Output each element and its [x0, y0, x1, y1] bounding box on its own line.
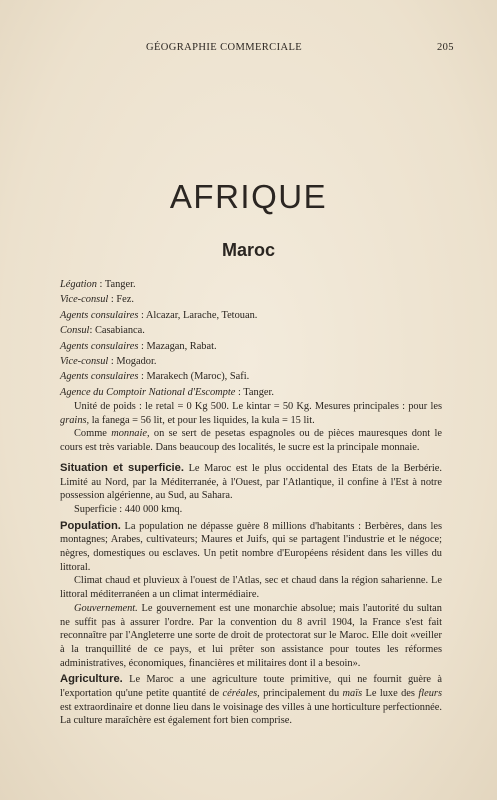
- paragraph-climat: Climat chaud et pluvieux à l'ouest de l'Atlas, sec et chaud dans la région saharienne. Le littoral méditerranéen a un climat intermédiaire.: [60, 575, 442, 601]
- section-heading: Situation et superficie.: [60, 461, 184, 474]
- text-run: principalement du: [259, 688, 343, 700]
- paragraph-money: [60, 427, 442, 454]
- official-label: Agents consulaires: [60, 309, 139, 321]
- running-title: GÉOGRAPHIE COMMERCIALE: [146, 42, 303, 53]
- official-label: Vice-consul: [60, 356, 109, 368]
- italic-run: Gouvernement.: [74, 602, 138, 614]
- text-run: la fanega = 56 lit, et pour les liquides, la kula = 15 lit.: [89, 414, 315, 426]
- text-run: est extraordinaire et donne lieu dans le voisinage des villes à une horticulture perfectionnée. La culture maraîchère est également fort bien comprise.: [60, 701, 443, 727]
- text-run: on se sert de pesetas espagnoles ou de pièces mauresques dont le cours est très variable. Dans beaucoup des localités, le sucre est la principale monnaie.: [60, 428, 442, 454]
- chapter-title: AFRIQUE: [169, 178, 328, 215]
- official-row: [60, 323, 460, 338]
- official-label: Agence du Comptoir National d'Escompte: [60, 386, 236, 398]
- official-value: : Fez.: [108, 294, 134, 306]
- paragraph-agriculture: [60, 673, 442, 728]
- official-row: [60, 369, 460, 384]
- paragraph-gouvernement: [60, 602, 442, 671]
- official-label: Consul: [60, 325, 90, 337]
- paragraph-units: [60, 400, 442, 427]
- official-value: : Mazagan, Rabat.: [138, 340, 217, 352]
- italic-run: grains,: [60, 414, 90, 426]
- official-value: : Alcazar, Larache, Tetouan.: [138, 309, 258, 321]
- paragraph-situation: [60, 462, 442, 503]
- official-row: [60, 277, 460, 292]
- official-row: [60, 339, 460, 354]
- italic-run: monnaie,: [111, 428, 150, 440]
- official-row: [60, 385, 460, 400]
- official-value: : Marakech (Maroc), Safi.: [138, 371, 250, 383]
- text-run: Comme: [74, 428, 112, 440]
- paragraph-superficie: Superficie : 440 000 kmq.: [74, 503, 183, 515]
- text-run: Le Maroc est le plus occidental des Etats de la Berbérie. Limité au Nord, par la Méditerranée, à l'Ouest, par l'Atlantique, il confine à l'Est à notre possession algérienne, au Sud, au Sahara.: [60, 462, 442, 502]
- page-number: 205: [437, 42, 454, 53]
- official-label: Légation: [60, 279, 97, 290]
- official-label: Vice-consul: [60, 294, 109, 306]
- section-heading: Agriculture.: [60, 673, 123, 686]
- running-header: [0, 42, 497, 56]
- section-heading: Population.: [60, 519, 121, 532]
- text-run: Unité de poids : le retal = 0 Kg 500. Le kintar = 50 Kg. Mesures principales : pour les: [74, 401, 442, 412]
- official-row: [60, 354, 460, 369]
- text-run: Le Maroc a une agriculture toute primitive, qui ne fournit guère à l'exportation qu'une petite quantité de: [60, 674, 442, 700]
- paragraph-population: [60, 520, 442, 575]
- text-run: Le luxe des: [362, 688, 419, 700]
- official-label: Agents consulaires: [60, 340, 139, 352]
- italic-run: fleurs: [418, 688, 442, 700]
- body-text: [60, 400, 442, 728]
- official-row: [60, 308, 460, 323]
- official-row: [60, 292, 460, 307]
- text-run: La population ne dépasse guère 8 millions d'habitants : Berbères, dans les montagnes; Arabes, cultivateurs; Maures et Juifs, qui se partagent l'industrie et le négoce; nègres, domestiques ou esclaves. Un petit nombre d'Européens résident dans les villes du littoral.: [60, 520, 442, 573]
- text-run: Le gouvernement est une monarchie absolue; mais l'autorité du sultan ne suffit pas à assurer l'ordre. Par la convention du 8 avril 1904, la France s'est fait reconnaître par l'Angleterre une sorte de droit de protectorat sur le Maroc. Elle doit «veiller à la tranquillité de ce pays, et lui prêter son assistance pour toutes les réformes administratives, économiques, financières et militaires dont il a besoin».: [60, 602, 442, 669]
- official-value: : Mogador.: [108, 356, 157, 368]
- italic-run: céréales,: [222, 688, 260, 700]
- section-title: Maroc: [221, 240, 275, 260]
- official-value: : Tanger.: [96, 279, 136, 290]
- official-label: Agents consulaires: [60, 371, 139, 383]
- official-value: : Tanger.: [235, 386, 275, 398]
- italic-run: maïs: [342, 688, 363, 700]
- official-value: : Casabianca.: [89, 325, 145, 337]
- officials-list: [60, 277, 460, 400]
